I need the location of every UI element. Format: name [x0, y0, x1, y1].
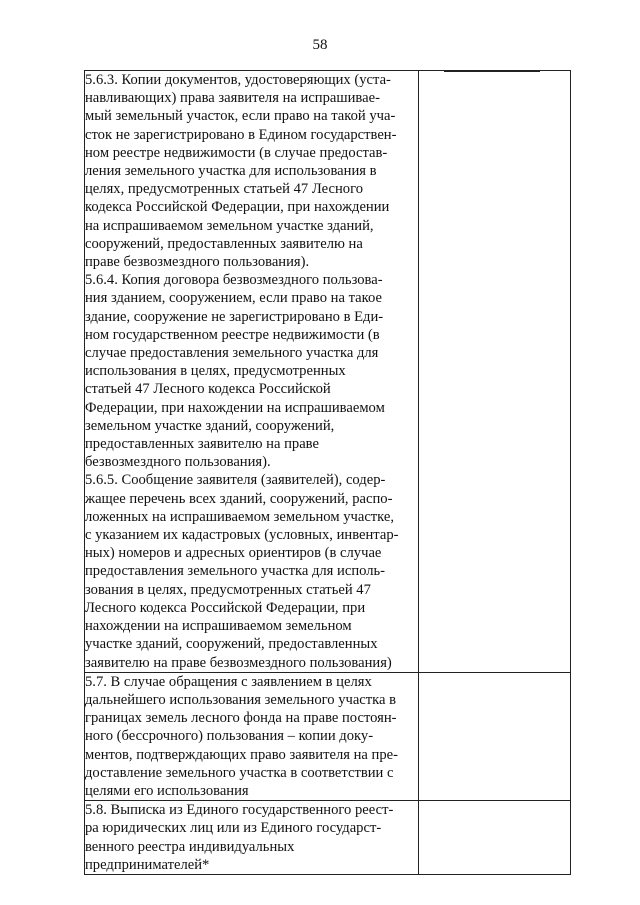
empty-cell: [419, 801, 571, 875]
item-5-6-3-text: 5.6.3. Копии документов, удостоверяющих (уста- навливающих) права заявителя на испрашивае- мый земельный участок, если право на такой уча- сток не зарегистрировано в Едином государствен- ном реестре недвижимости (в случае предостав- ления земельного участка для использования в целях, предусмотренных статьей 47 Лесного кодекса Российской Федерации, при нахождении на испрашиваемом земельном участке зданий, сооружений, предоставленных заявителю на праве безвозмездного пользования).: [85, 72, 397, 271]
document-description-cell: [85, 801, 419, 875]
table-row: [85, 672, 571, 800]
documents-table: [84, 70, 571, 875]
document-description-cell: [85, 672, 419, 800]
table-row: [85, 801, 571, 875]
table-row: [85, 71, 571, 673]
page-number: 58: [312, 37, 328, 53]
item-5-6-5-text: 5.6.5. Сообщение заявителя (заявителей), содер- жащее перечень всех зданий, сооружений, распо- ложенных на испрашиваемом земельном участке, с указанием их кадастровых (условных, инвентар- ных) номеров и адресных ориентиров (в случае предоставления земельного участка для исполь- зования в целях, предусмотренных статьей 47 Лесного кодекса Российской Федерации, при нахождении на испрашиваемом земельном участке зданий, сооружений, предоставленных заявителю на праве безвозмездного пользования): [85, 472, 399, 671]
item-5-8-text: 5.8. Выписка из Единого государственного реест- ра юридических лиц или из Единого государст- венного реестра индивидуальных предпринимателей*: [85, 802, 394, 873]
empty-cell: [419, 672, 571, 800]
empty-cell: [419, 71, 571, 673]
item-5-6-4-text: 5.6.4. Копия договора безвозмездного пользова- ния зданием, сооружением, если право на такое здание, сооружение не зарегистрировано в Еди- ном государственном реестре недвижимости (в случае предоставления земельного участка для использования в целях, предусмотренных статьей 47 Лесного кодекса Российской Федерации, при нахождении на испрашиваемом земельном участке зданий, сооружений, предоставленных заявителю на праве безвозмездного пользования).: [85, 272, 385, 471]
document-description-cell: [85, 71, 419, 673]
item-5-7-text: 5.7. В случае обращения с заявлением в целях дальнейшего использования земельного участка в границах земель лесного фонда на праве постоян- ного (бессрочного) пользования – копии доку- ментов, подтверждающих право заявителя на пре- доставление земельного участка в соответствии с целями его использования: [85, 673, 398, 799]
